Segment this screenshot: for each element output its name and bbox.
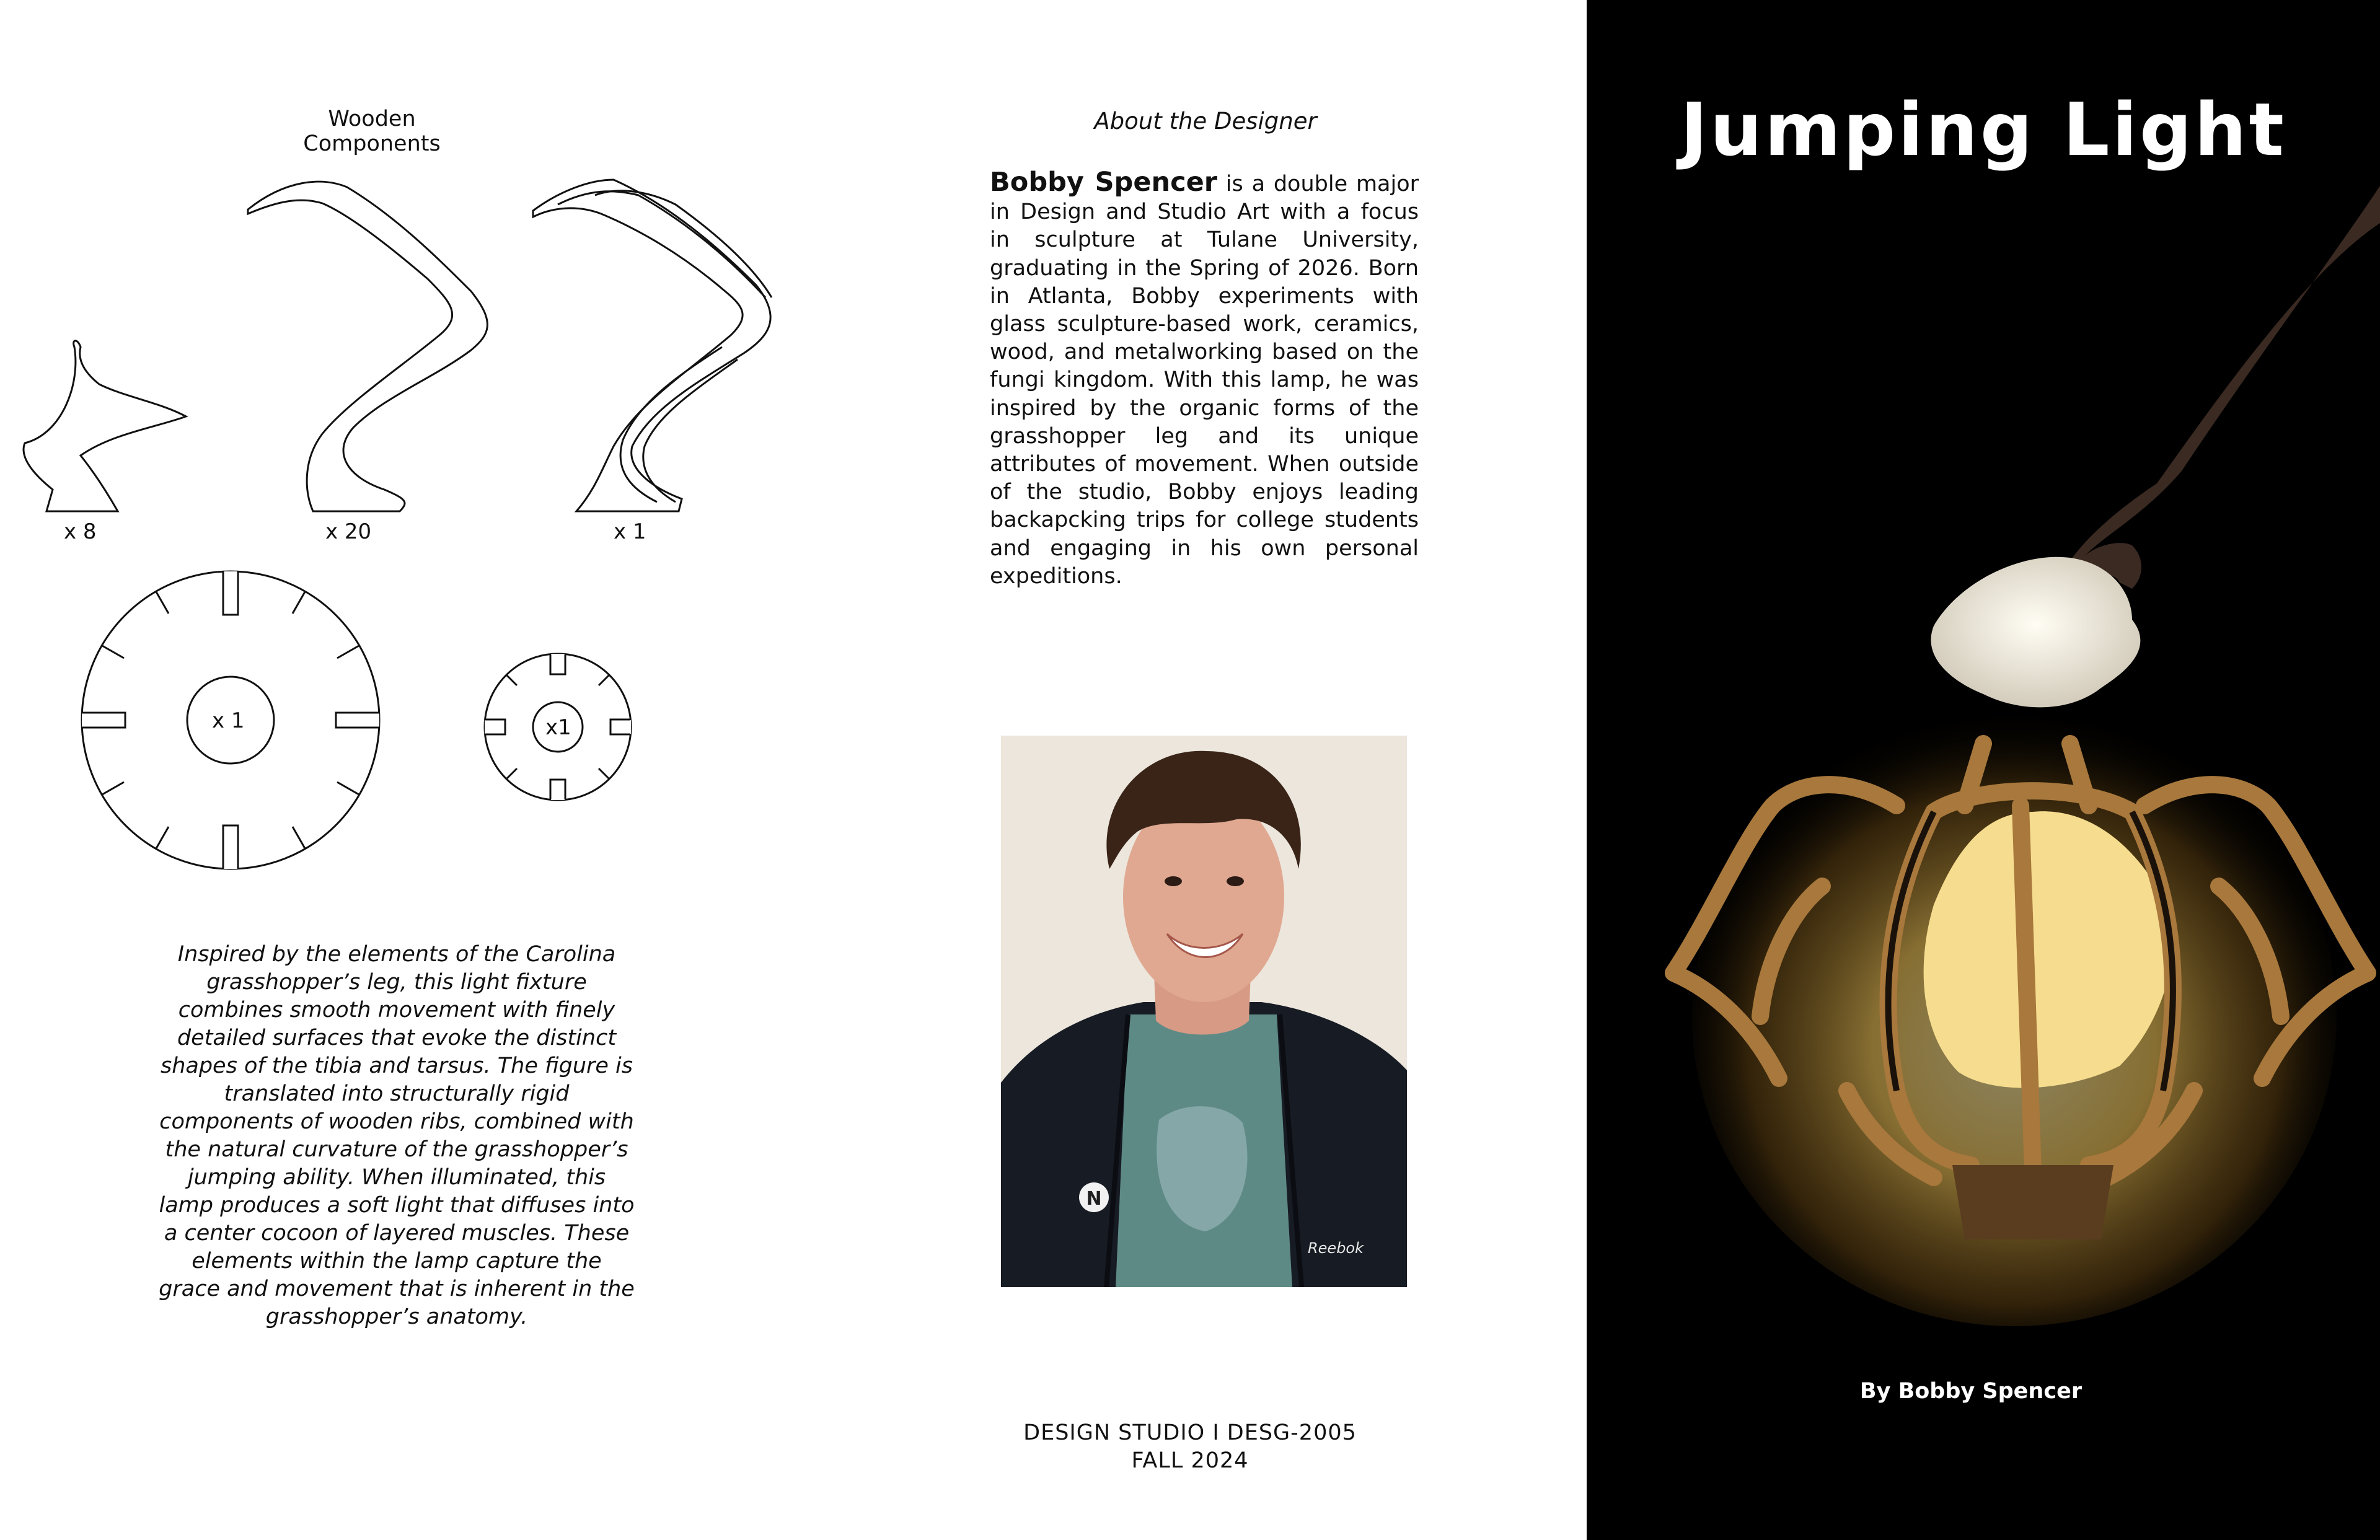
about-title: About the Designer <box>1094 108 1317 134</box>
cover-byline: By Bobby Spencer <box>1859 1379 2082 1404</box>
small-leg-qty: x 8 <box>64 519 97 544</box>
cover-panel <box>1587 0 2380 1540</box>
triple-leg-outer <box>533 180 770 511</box>
large-leg-qty: x 20 <box>325 519 372 544</box>
course-code: DESIGN STUDIO I DESG-2005 <box>1023 1420 1357 1445</box>
lamp-photo <box>1587 0 2380 1540</box>
course-term: FALL 2024 <box>1131 1448 1249 1473</box>
large-leg-part <box>248 182 487 511</box>
small-ring-qty: x1 <box>545 715 571 740</box>
course-info <box>979 1419 1401 1475</box>
jacket-brand-text: Reebok <box>1307 1239 1364 1257</box>
bio-text: is a double major in Design and Studio Art with a focus in sculpture at Tulane University, graduating in the Spring of 2026. Born in Atlanta, Bobby experiments with glass sculpture-based work, ceramics, wood, and metalworking based on the fungi kingdom. With this lamp, he was inspired by the organic forms of the grasshopper leg and its unique attributes of movement. When outside of the studio, Bobby enjoys leading backapcking trips for college students and engaging in his own personal expeditions. <box>990 172 1419 589</box>
designer-portrait <box>1001 736 1407 1287</box>
small-leg-part <box>24 341 186 511</box>
paper-top <box>1931 557 2140 708</box>
large-ring-qty: x 1 <box>212 708 245 733</box>
cover-title: Jumping Light <box>1680 87 2286 172</box>
inspiration-text: Inspired by the elements of the Carolina grasshopper’s leg, this light fixture combines smooth movement with finely detailed surfaces that evoke the distinct shapes of the tibia and tarsus. The figure is translated into structurally rigid components of wooden ribs, combined with the natural curvature of the grasshopper’s jumping ability. When illuminated, this lamp produces a soft light that diffuses into a center cocoon of layered muscles. These elements within the lamp capture the grace and movement that is inherent in the grasshopper’s anatomy. <box>159 942 635 1329</box>
designer-bio <box>990 169 1419 591</box>
components-title: Wooden Components <box>303 107 441 156</box>
designer-name: Bobby Spencer <box>990 167 1217 198</box>
jacket-badge-text: N <box>1086 1188 1102 1210</box>
triple-leg-qty: x 1 <box>614 519 646 544</box>
